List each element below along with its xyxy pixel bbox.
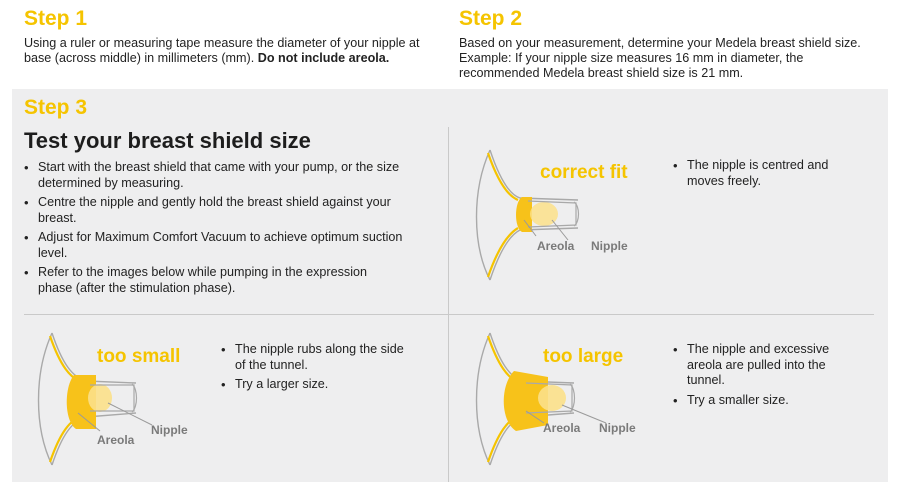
large-nipple-label: Nipple (599, 421, 636, 435)
correct-fit-label: correct fit (540, 162, 628, 183)
too-small-label: too small (97, 346, 181, 367)
step1-title: Step 1 (24, 7, 88, 30)
step1-text (24, 36, 444, 66)
step1-body: Using a ruler or measuring tape measure the diameter of your nipple at base (across middle) in millimeters (mm). (24, 36, 420, 65)
correct-fit-notes (673, 158, 863, 193)
shield-outline (477, 333, 491, 465)
note-item: • The nipple and excessive areola are pulled into the tunnel. (673, 342, 863, 389)
large-areola-label: Areola (543, 421, 581, 435)
step1-warning: Do not include areola. (257, 51, 390, 65)
note-item: • The nipple rubs along the side of the tunnel. (221, 342, 411, 373)
too-large-label: too large (543, 346, 624, 367)
nipple-shape (538, 385, 566, 411)
too-large-notes (673, 342, 863, 412)
correct-nipple-label: Nipple (591, 239, 628, 253)
small-areola-label: Areola (97, 433, 135, 447)
note-item: • The nipple is centred and moves freely. (673, 158, 863, 189)
step3-instructions (24, 160, 404, 300)
shield-outline (477, 150, 491, 280)
shield-yellow-edge (488, 153, 518, 277)
test-heading: Test your breast shield size (24, 128, 311, 153)
note-item: • Try a larger size. (221, 377, 411, 393)
too-small-notes (221, 342, 411, 397)
shield-outline (39, 333, 53, 465)
step3-title: Step 3 (24, 96, 88, 119)
nipple-shape (88, 384, 112, 412)
step2-text: Based on your measurement, determine your Medela breast shield size. Example: If your nipple size measures 16 mm in diameter, the recommended Medela breast shield size is 21 mm. (459, 36, 861, 80)
instruction-item: • Refer to the images below while pumping in the expression phase (after the stimulation phase). (24, 265, 404, 296)
nipple-pointer (108, 403, 152, 425)
note-item: • Try a smaller size. (673, 393, 863, 409)
instruction-item: • Adjust for Maximum Comfort Vacuum to achieve optimum suction level. (24, 230, 404, 261)
vertical-divider (448, 127, 449, 482)
small-nipple-label: Nipple (151, 423, 188, 437)
nipple-pointer (552, 220, 568, 240)
instruction-item: • Centre the nipple and gently hold the breast shield against your breast. (24, 195, 404, 226)
horizontal-divider (24, 314, 874, 315)
correct-areola-label: Areola (537, 239, 575, 253)
instruction-item: • Start with the breast shield that came with your pump, or the size determined by measuring. (24, 160, 404, 191)
step2-title: Step 2 (459, 7, 523, 30)
